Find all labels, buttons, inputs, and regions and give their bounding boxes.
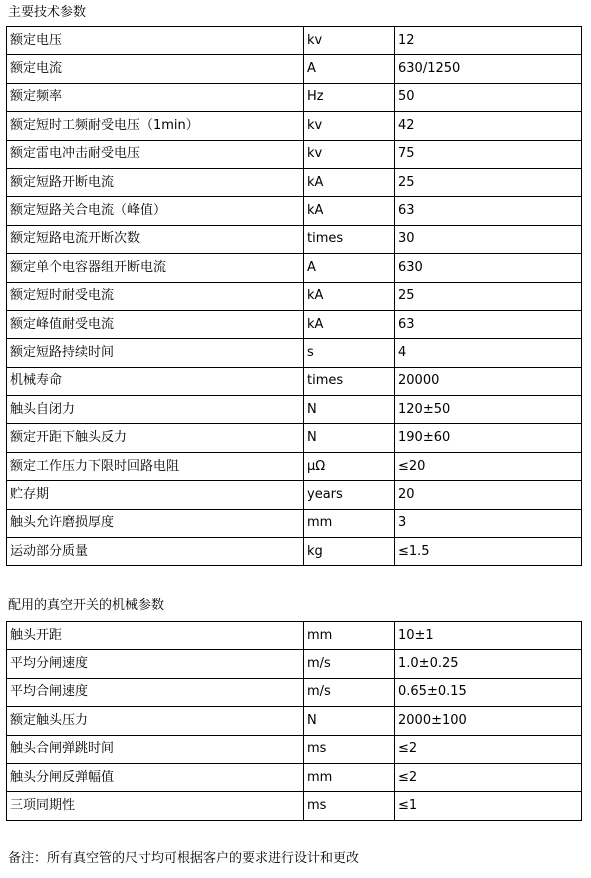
table-row	[7, 339, 582, 367]
table-row	[7, 792, 582, 820]
unit-cell: m/s	[304, 678, 395, 706]
unit-cell: kA	[304, 310, 395, 338]
parameter-name-cell: 额定峰值耐受电流	[7, 310, 304, 338]
table-row	[7, 424, 582, 452]
main-parameters-table-body	[7, 27, 582, 566]
table-row	[7, 763, 582, 791]
mechanical-parameters-table-body	[7, 622, 582, 821]
parameter-name-cell: 贮存期	[7, 481, 304, 509]
table-row	[7, 622, 582, 650]
parameter-name-cell: 额定触头压力	[7, 707, 304, 735]
footnote: 备注：所有真空管的尺寸均可根据客户的要求进行设计和更改	[8, 851, 360, 866]
value-cell: 42	[395, 112, 582, 140]
table-row	[7, 538, 582, 566]
value-cell: 25	[395, 282, 582, 310]
parameter-name-cell: 平均合闸速度	[7, 678, 304, 706]
unit-cell: mm	[304, 509, 395, 537]
value-cell: 50	[395, 83, 582, 111]
unit-cell: times	[304, 367, 395, 395]
value-cell: 0.65±0.15	[395, 678, 582, 706]
value-cell: 4	[395, 339, 582, 367]
unit-cell: kA	[304, 282, 395, 310]
table-row	[7, 310, 582, 338]
unit-cell: kg	[304, 538, 395, 566]
value-cell: ≤1.5	[395, 538, 582, 566]
parameter-name-cell: 额定短时耐受电流	[7, 282, 304, 310]
unit-cell: kv	[304, 27, 395, 55]
value-cell: 10±1	[395, 622, 582, 650]
value-cell: 2000±100	[395, 707, 582, 735]
value-cell: 20	[395, 481, 582, 509]
table-row	[7, 481, 582, 509]
unit-cell: Hz	[304, 83, 395, 111]
parameter-name-cell: 额定开距下触头反力	[7, 424, 304, 452]
table-row	[7, 55, 582, 83]
table-row	[7, 197, 582, 225]
parameter-name-cell: 机械寿命	[7, 367, 304, 395]
mechanical-parameters-table	[6, 621, 582, 821]
unit-cell: kA	[304, 197, 395, 225]
value-cell: 30	[395, 225, 582, 253]
parameter-name-cell: 三项同期性	[7, 792, 304, 820]
table-row	[7, 396, 582, 424]
table-row	[7, 367, 582, 395]
value-cell: ≤2	[395, 763, 582, 791]
unit-cell: m/s	[304, 650, 395, 678]
table-row	[7, 452, 582, 480]
table-row	[7, 650, 582, 678]
table-row	[7, 140, 582, 168]
parameter-name-cell: 额定频率	[7, 83, 304, 111]
parameter-name-cell: 触头自闭力	[7, 396, 304, 424]
value-cell: 25	[395, 168, 582, 196]
section-title-mechanical-parameters: 配用的真空开关的机械参数	[8, 598, 165, 613]
table-row	[7, 83, 582, 111]
unit-cell: mm	[304, 622, 395, 650]
parameter-name-cell: 额定短路开断电流	[7, 168, 304, 196]
unit-cell: s	[304, 339, 395, 367]
table-row	[7, 112, 582, 140]
value-cell: 3	[395, 509, 582, 537]
table-row	[7, 735, 582, 763]
value-cell: 1.0±0.25	[395, 650, 582, 678]
parameter-name-cell: 额定短时工频耐受电压（1min）	[7, 112, 304, 140]
unit-cell: mm	[304, 763, 395, 791]
value-cell: 75	[395, 140, 582, 168]
parameter-name-cell: 运动部分质量	[7, 538, 304, 566]
parameter-name-cell: 触头允许磨损厚度	[7, 509, 304, 537]
parameter-name-cell: 额定工作压力下限时回路电阻	[7, 452, 304, 480]
parameter-name-cell: 额定短路电流开断次数	[7, 225, 304, 253]
value-cell: 630	[395, 254, 582, 282]
value-cell: 120±50	[395, 396, 582, 424]
value-cell: 190±60	[395, 424, 582, 452]
value-cell: 20000	[395, 367, 582, 395]
parameter-name-cell: 额定单个电容器组开断电流	[7, 254, 304, 282]
unit-cell: μΩ	[304, 452, 395, 480]
parameter-name-cell: 额定电压	[7, 27, 304, 55]
unit-cell: kA	[304, 168, 395, 196]
unit-cell: kv	[304, 112, 395, 140]
parameter-name-cell: 触头开距	[7, 622, 304, 650]
value-cell: 63	[395, 310, 582, 338]
main-parameters-table	[6, 26, 582, 566]
parameter-name-cell: 额定短路持续时间	[7, 339, 304, 367]
value-cell: ≤2	[395, 735, 582, 763]
unit-cell: N	[304, 396, 395, 424]
table-row	[7, 282, 582, 310]
unit-cell: A	[304, 55, 395, 83]
unit-cell: times	[304, 225, 395, 253]
unit-cell: years	[304, 481, 395, 509]
parameter-name-cell: 额定电流	[7, 55, 304, 83]
value-cell: ≤20	[395, 452, 582, 480]
value-cell: 630/1250	[395, 55, 582, 83]
parameter-name-cell: 触头分闸反弹幅值	[7, 763, 304, 791]
table-row	[7, 678, 582, 706]
section-title-main-parameters: 主要技术参数	[8, 5, 87, 20]
unit-cell: kv	[304, 140, 395, 168]
table-row	[7, 509, 582, 537]
value-cell: 12	[395, 27, 582, 55]
parameter-name-cell: 额定雷电冲击耐受电压	[7, 140, 304, 168]
parameter-name-cell: 平均分闸速度	[7, 650, 304, 678]
unit-cell: N	[304, 707, 395, 735]
value-cell: ≤1	[395, 792, 582, 820]
unit-cell: ms	[304, 735, 395, 763]
table-row	[7, 707, 582, 735]
unit-cell: N	[304, 424, 395, 452]
parameter-name-cell: 额定短路关合电流（峰值）	[7, 197, 304, 225]
table-row	[7, 27, 582, 55]
table-row	[7, 254, 582, 282]
unit-cell: ms	[304, 792, 395, 820]
parameter-name-cell: 触头合闸弹跳时间	[7, 735, 304, 763]
table-row	[7, 225, 582, 253]
table-row	[7, 168, 582, 196]
unit-cell: A	[304, 254, 395, 282]
value-cell: 63	[395, 197, 582, 225]
